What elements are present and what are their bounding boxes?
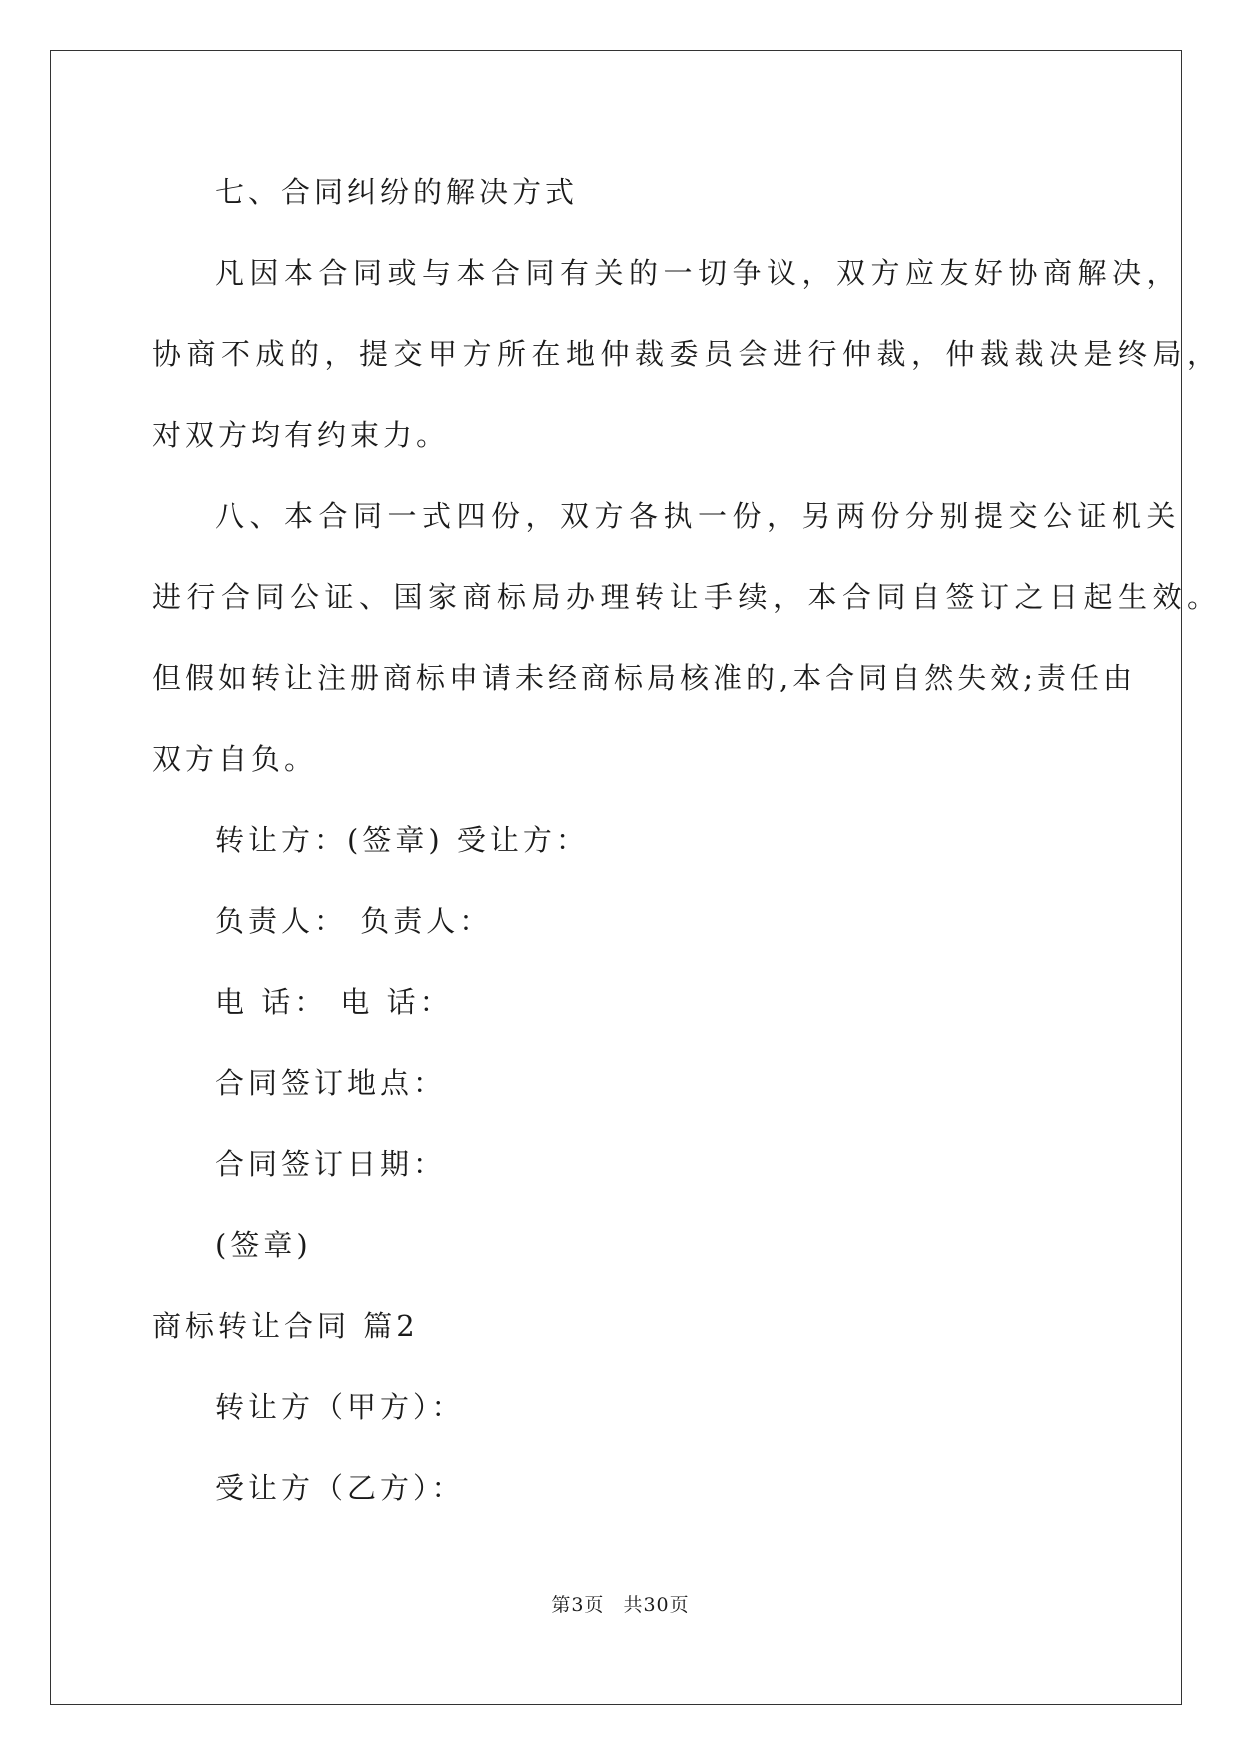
section-8-paragraph-line-2: 进行合同公证、国家商标局办理转让手续，本合同自签订之日起生效。 <box>152 580 1222 614</box>
signature-responsible-line: 负责人： 负责人： <box>215 904 493 938</box>
contract-signing-place: 合同签订地点： <box>215 1066 447 1100</box>
seal-label: (签章) <box>215 1228 312 1262</box>
next-contract-transferor: 转让方（甲方）： <box>215 1390 465 1424</box>
section-7-paragraph-line-1: 凡因本合同或与本合同有关的一切争议，双方应友好协商解决， <box>215 256 1182 290</box>
section-7-paragraph-line-3: 对双方均有约束力。 <box>152 418 450 452</box>
section-7-heading: 七、合同纠纷的解决方式 <box>215 175 579 209</box>
page-number-current: 第3页 <box>551 1594 605 1616</box>
section-8-paragraph-line-3: 但假如转让注册商标申请未经商标局核准的,本合同自然失效;责任由 <box>152 661 1136 695</box>
next-contract-transferee: 受让方（乙方）： <box>215 1471 465 1505</box>
section-7-paragraph-line-2: 协商不成的，提交甲方所在地仲裁委员会进行仲裁，仲裁裁决是终局， <box>152 337 1222 371</box>
contract-signing-date: 合同签订日期： <box>215 1147 447 1181</box>
page-border <box>50 50 1182 1705</box>
page-footer <box>0 1592 1241 1618</box>
page-number-total: 共30页 <box>623 1594 690 1616</box>
next-contract-title: 商标转让合同 篇2 <box>152 1309 419 1343</box>
section-8-paragraph-line-1: 八、本合同一式四份，双方各执一份，另两份分别提交公证机关 <box>215 499 1182 533</box>
signature-parties-line: 转让方：(签章) 受让方： <box>215 823 589 857</box>
signature-phone-line: 电 话： 电 话： <box>215 985 453 1019</box>
section-8-paragraph-line-4: 双方自负。 <box>152 742 318 776</box>
